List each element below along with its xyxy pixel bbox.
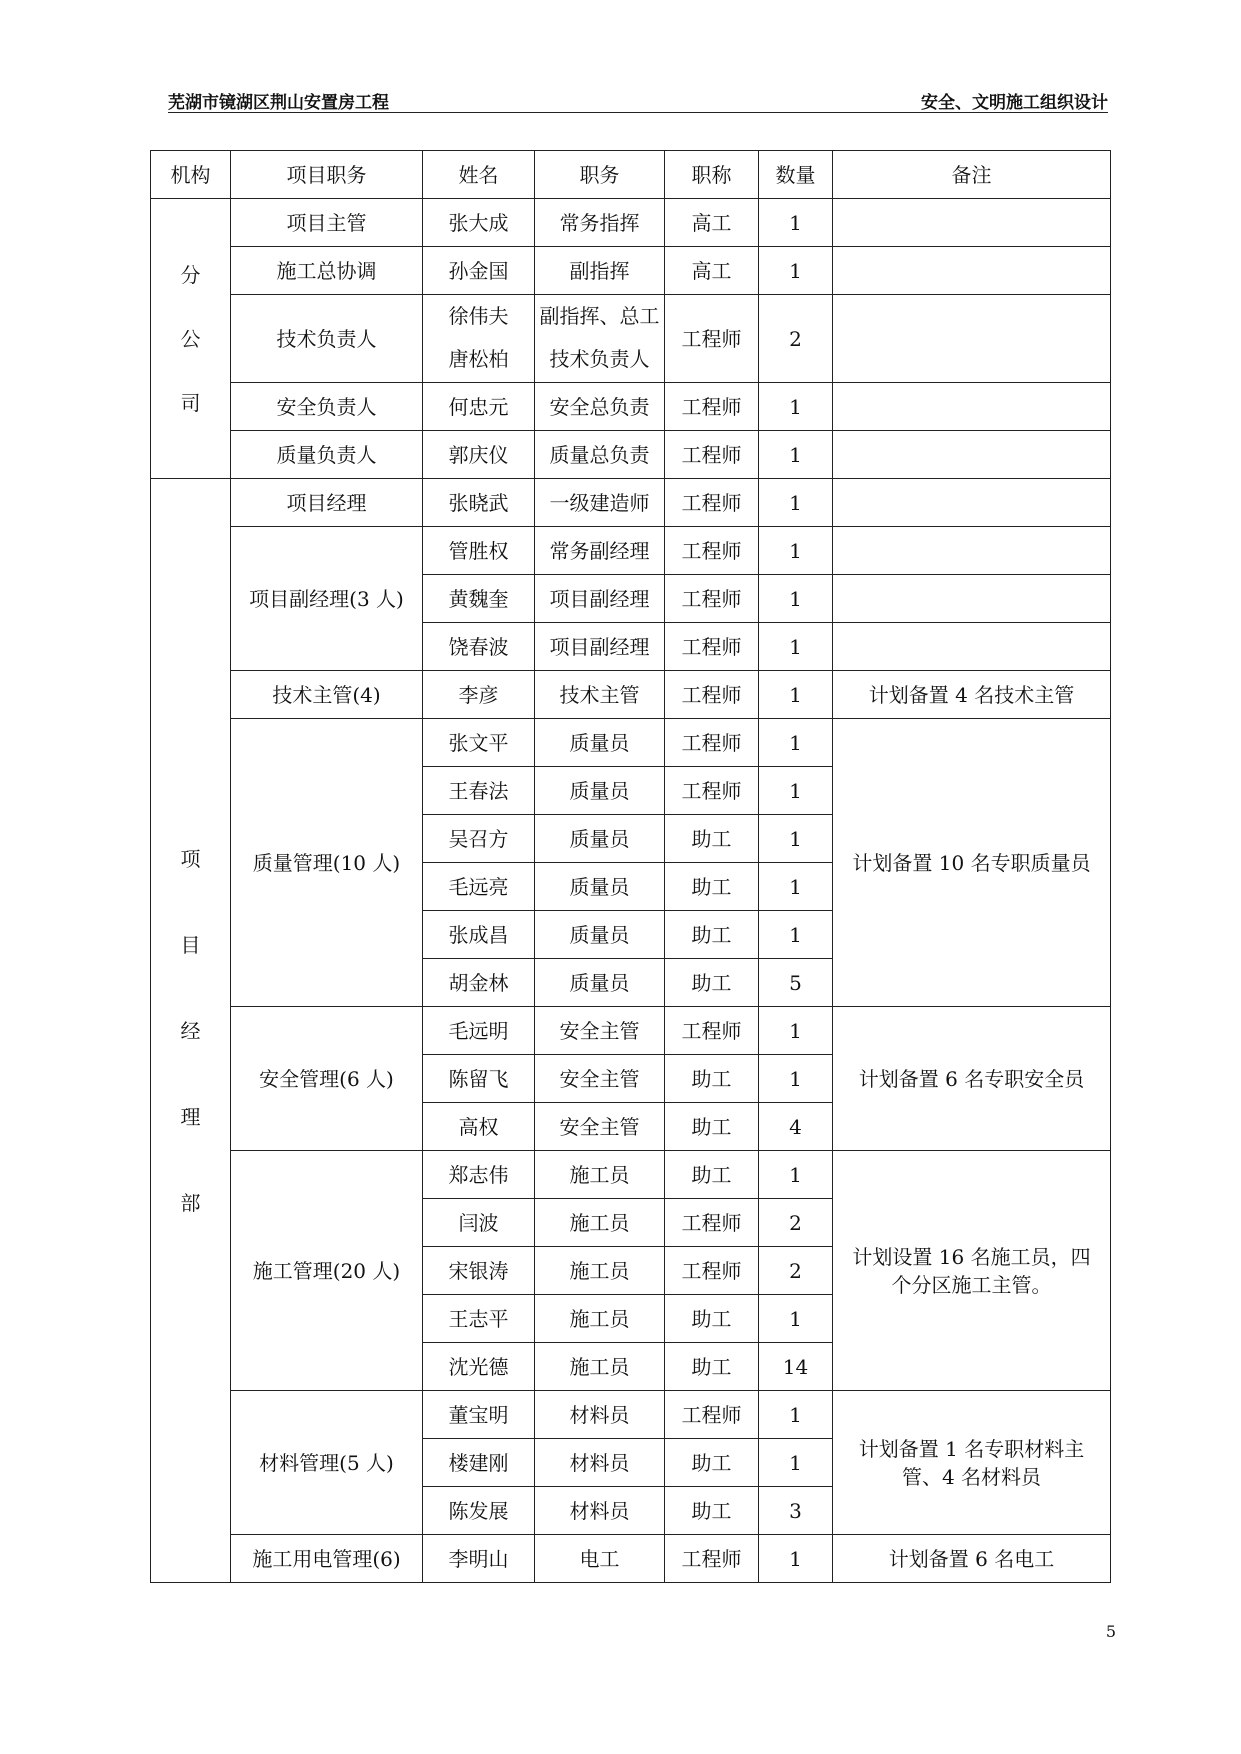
name-cell: 王春法 [423,767,535,815]
duty-cell: 安全主管 [535,1007,665,1055]
title-cell: 工程师 [665,527,759,575]
role-cell: 安全负责人 [231,383,423,431]
name-cell: 唐松柏 [423,337,535,383]
title-cell: 工程师 [665,1247,759,1295]
table-row [151,527,1111,575]
role-cell: 技术主管(4) [231,671,423,719]
duty-cell: 质量总负责 [535,431,665,479]
duty-cell: 施工员 [535,1151,665,1199]
org-char: 司 [180,390,201,415]
note-cell [833,479,1111,527]
qty-cell: 2 [759,1199,833,1247]
qty-cell: 1 [759,1151,833,1199]
name-cell: 张晓武 [423,479,535,527]
duty-cell: 质量员 [535,719,665,767]
qty-cell: 1 [759,1295,833,1343]
table-row [151,295,1111,337]
title-cell: 工程师 [665,383,759,431]
note-line: 管、4 名材料员 [901,1464,1042,1489]
role-cell: 项目主管 [231,199,423,247]
staff-table [150,150,1111,1583]
table-row [151,247,1111,295]
title-cell: 工程师 [665,1391,759,1439]
note-cell: 计划备置 4 名技术主管 [833,671,1111,719]
table-row [151,719,1111,767]
qty-cell: 1 [759,199,833,247]
name-cell: 宋银涛 [423,1247,535,1295]
name-cell: 郭庆仪 [423,431,535,479]
name-cell: 吴召方 [423,815,535,863]
note-cell [833,295,1111,383]
duty-cell: 材料员 [535,1391,665,1439]
note-cell: 计划备置 6 名电工 [833,1535,1111,1583]
duty-cell: 安全主管 [535,1055,665,1103]
role-cell: 施工总协调 [231,247,423,295]
name-cell: 胡金林 [423,959,535,1007]
table-row [151,479,1111,527]
qty-cell: 1 [759,431,833,479]
name-cell: 沈光德 [423,1343,535,1391]
col-header-duty: 职务 [535,151,665,199]
duty-cell: 安全主管 [535,1103,665,1151]
col-header-org: 机构 [151,151,231,199]
org-char: 目 [180,932,201,957]
qty-cell: 3 [759,1487,833,1535]
role-cell: 质量管理(10 人) [231,719,423,1007]
note-cell [833,623,1111,671]
duty-cell: 施工员 [535,1343,665,1391]
name-cell: 李明山 [423,1535,535,1583]
role-cell: 安全管理(6 人) [231,1007,423,1151]
name-cell: 陈留飞 [423,1055,535,1103]
duty-cell: 项目副经理 [535,575,665,623]
note-cell [833,383,1111,431]
col-header-title: 职称 [665,151,759,199]
table-row [151,1007,1111,1055]
name-cell: 闫波 [423,1199,535,1247]
table-row [151,383,1111,431]
title-cell: 工程师 [665,1199,759,1247]
role-cell: 项目经理 [231,479,423,527]
qty-cell: 1 [759,1535,833,1583]
note-cell [833,527,1111,575]
table-row [151,671,1111,719]
org-char: 分 [180,262,201,287]
header-document-title: 安全、文明施工组织设计 [921,93,1108,113]
title-cell: 高工 [665,199,759,247]
title-cell: 助工 [665,1439,759,1487]
table-header-row [151,151,1111,199]
name-cell: 何忠元 [423,383,535,431]
title-cell: 工程师 [665,295,759,383]
name-cell: 高权 [423,1103,535,1151]
qty-cell: 1 [759,575,833,623]
org-char: 理 [180,1104,201,1129]
title-cell: 助工 [665,1151,759,1199]
duty-cell: 常务指挥 [535,199,665,247]
name-cell: 楼建刚 [423,1439,535,1487]
title-cell: 助工 [665,1103,759,1151]
title-cell: 助工 [665,863,759,911]
note-cell [833,1391,1111,1535]
duty-cell: 项目副经理 [535,623,665,671]
duty-cell: 施工员 [535,1295,665,1343]
note-line: 计划备置 1 名专职材料主 [858,1436,1085,1461]
org-char: 项 [180,846,201,871]
qty-cell: 1 [759,247,833,295]
org-cell-project [151,479,231,1583]
name-cell: 黄魏奎 [423,575,535,623]
qty-cell: 1 [759,671,833,719]
table-row [151,1391,1111,1439]
name-cell: 饶春波 [423,623,535,671]
title-cell: 助工 [665,1295,759,1343]
note-cell: 计划备置 10 名专职质量员 [833,719,1111,1007]
title-cell: 助工 [665,1055,759,1103]
name-cell: 毛远亮 [423,863,535,911]
name-cell: 董宝明 [423,1391,535,1439]
name-cell: 徐伟夫 [423,295,535,337]
header-project-name: 芜湖市镜湖区荆山安置房工程 [168,93,389,113]
title-cell: 工程师 [665,623,759,671]
qty-cell: 14 [759,1343,833,1391]
title-cell: 工程师 [665,479,759,527]
note-cell [833,1151,1111,1391]
name-cell: 张成昌 [423,911,535,959]
name-cell: 毛远明 [423,1007,535,1055]
col-header-role: 项目职务 [231,151,423,199]
qty-cell: 1 [759,1439,833,1487]
duty-cell: 一级建造师 [535,479,665,527]
table-row [151,1535,1111,1583]
table-row [151,199,1111,247]
qty-cell: 2 [759,295,833,383]
table-row [151,431,1111,479]
qty-cell: 4 [759,1103,833,1151]
duty-cell: 质量员 [535,767,665,815]
title-cell: 助工 [665,1343,759,1391]
title-cell: 工程师 [665,1007,759,1055]
qty-cell: 1 [759,767,833,815]
duty-cell: 安全总负责 [535,383,665,431]
title-cell: 助工 [665,959,759,1007]
qty-cell: 1 [759,719,833,767]
role-cell: 项目副经理(3 人) [231,527,423,671]
qty-cell: 1 [759,383,833,431]
duty-cell: 施工员 [535,1199,665,1247]
org-char: 公 [180,326,201,351]
page-header [168,88,1108,113]
qty-cell: 1 [759,1007,833,1055]
title-cell: 高工 [665,247,759,295]
duty-cell: 质量员 [535,911,665,959]
title-cell: 工程师 [665,1535,759,1583]
title-cell: 助工 [665,815,759,863]
qty-cell: 1 [759,815,833,863]
note-cell: 计划备置 6 名专职安全员 [833,1007,1111,1151]
name-cell: 李彦 [423,671,535,719]
qty-cell: 1 [759,479,833,527]
role-cell: 材料管理(5 人) [231,1391,423,1535]
name-cell: 王志平 [423,1295,535,1343]
title-cell: 工程师 [665,767,759,815]
title-cell: 工程师 [665,671,759,719]
title-cell: 工程师 [665,719,759,767]
duty-cell: 常务副经理 [535,527,665,575]
page-number: 5 [1105,1622,1116,1641]
name-cell: 张大成 [423,199,535,247]
qty-cell: 1 [759,1391,833,1439]
col-header-qty: 数量 [759,151,833,199]
qty-cell: 5 [759,959,833,1007]
org-char: 经 [180,1018,201,1043]
note-line: 计划设置 16 名施工员，四 [852,1244,1091,1269]
org-cell-branch [151,199,231,479]
role-cell: 质量负责人 [231,431,423,479]
name-cell: 陈发展 [423,1487,535,1535]
col-header-name: 姓名 [423,151,535,199]
name-cell: 孙金国 [423,247,535,295]
name-cell: 张文平 [423,719,535,767]
duty-cell: 副指挥、总工 [535,295,665,337]
title-cell: 工程师 [665,431,759,479]
role-cell: 施工用电管理(6) [231,1535,423,1583]
name-cell: 郑志伟 [423,1151,535,1199]
qty-cell: 1 [759,863,833,911]
duty-cell: 技术负责人 [535,337,665,383]
duty-cell: 电工 [535,1535,665,1583]
org-char: 部 [180,1190,201,1215]
title-cell: 工程师 [665,575,759,623]
col-header-note: 备注 [833,151,1111,199]
qty-cell: 1 [759,911,833,959]
duty-cell: 质量员 [535,815,665,863]
role-cell: 施工管理(20 人) [231,1151,423,1391]
qty-cell: 1 [759,527,833,575]
duty-cell: 质量员 [535,959,665,1007]
name-cell: 管胜权 [423,527,535,575]
title-cell: 助工 [665,1487,759,1535]
role-cell: 技术负责人 [231,295,423,383]
qty-cell: 1 [759,623,833,671]
duty-cell: 材料员 [535,1487,665,1535]
note-cell [833,575,1111,623]
title-cell: 助工 [665,911,759,959]
table-row [151,1151,1111,1199]
qty-cell: 1 [759,1055,833,1103]
qty-cell: 2 [759,1247,833,1295]
duty-cell: 技术主管 [535,671,665,719]
duty-cell: 材料员 [535,1439,665,1487]
note-cell [833,247,1111,295]
duty-cell: 施工员 [535,1247,665,1295]
note-cell [833,431,1111,479]
note-line: 个分区施工主管。 [891,1272,1052,1297]
note-cell [833,199,1111,247]
duty-cell: 副指挥 [535,247,665,295]
duty-cell: 质量员 [535,863,665,911]
